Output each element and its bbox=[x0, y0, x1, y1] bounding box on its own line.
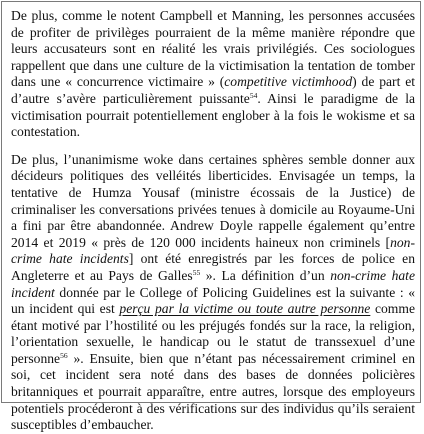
paragraph-2-text-2: ] ont été enregistrés par les forces de police en Angleterre et au Pays de Galles bbox=[11, 251, 416, 283]
paragraph-1-text-1: De plus, comme le notent Campbell et Manning, les personnes accusées de profiter de privilèges pourraient de la même manière répondre que leurs accusateurs sont en réalité les vrais privilégiés. Ces sociologues rappellent que dans une culture de la victimisation la tentation de tomber dans une « concurrence victimaire » ( bbox=[11, 8, 415, 90]
paragraph-2-text-3: ». La définition d’un bbox=[200, 267, 331, 283]
paragraph-1-text-2: ) de part et d’autre s’avère particulièrement puissante bbox=[11, 74, 416, 106]
text-frame bbox=[1, 1, 421, 433]
paragraph-1-text-3: . Ainsi le paradigme de la victimisation pourrait potentiellement englober à la fois le wokisme et sa contestation. bbox=[11, 90, 416, 140]
paragraph-2-italic-underlined-phrase: perçu par la victime ou toute autre personne bbox=[119, 301, 371, 317]
paragraph-1 bbox=[11, 8, 415, 141]
paragraph-2-text-6: ». Ensuite, bien que n’étant pas nécessairement criminel en soi, cet incident sera noté dans des bases de données policières britanniques et pourrait apparaître, entre autres, lorsque des employeurs potentiels procéderont à des vérifications sur des individus qu’ils seraient susceptibles d’embaucher. bbox=[11, 350, 415, 433]
paragraph-2 bbox=[11, 152, 415, 434]
paragraph-2-italic-term-1: non-crime hate incidents bbox=[11, 234, 415, 267]
footnote-ref-54[interactable]: 54 bbox=[249, 90, 258, 100]
paragraph-2-text-5: comme étant motivé par l’hostilité ou les préjugés fondés sur la race, la religion, l’orientation sexuelle, le handicap ou le statut de transsexuel d’une personne bbox=[11, 301, 415, 366]
paragraph-2-text-4: donnée par le College of Policing Guidelines est la suivante : « un incident qui est bbox=[11, 284, 415, 317]
footnote-ref-56[interactable]: 56 bbox=[60, 350, 68, 360]
paragraph-1-italic-term: competitive victimhood bbox=[224, 74, 353, 90]
footnote-ref-55[interactable]: 55 bbox=[192, 267, 201, 277]
paragraph-2-text-1: De plus, l’unanimisme woke dans certaines sphères semble donner aux décideurs politiques des velléités liberticides. Envisagée un temps, la tentative de Humza Yousaf (ministre écossais de la Justice) de criminaliser les conversations privées tenues à domicile au Royaume-Uni a fini par être abandonnée. Andrew Doyle rappelle également qu’entre 2014 et 2019 « près de 120 000 incidents haineux non criminels [ bbox=[11, 151, 415, 250]
paragraph-2-italic-term-2: non-crime hate incident bbox=[11, 267, 415, 300]
text-body bbox=[11, 8, 415, 434]
